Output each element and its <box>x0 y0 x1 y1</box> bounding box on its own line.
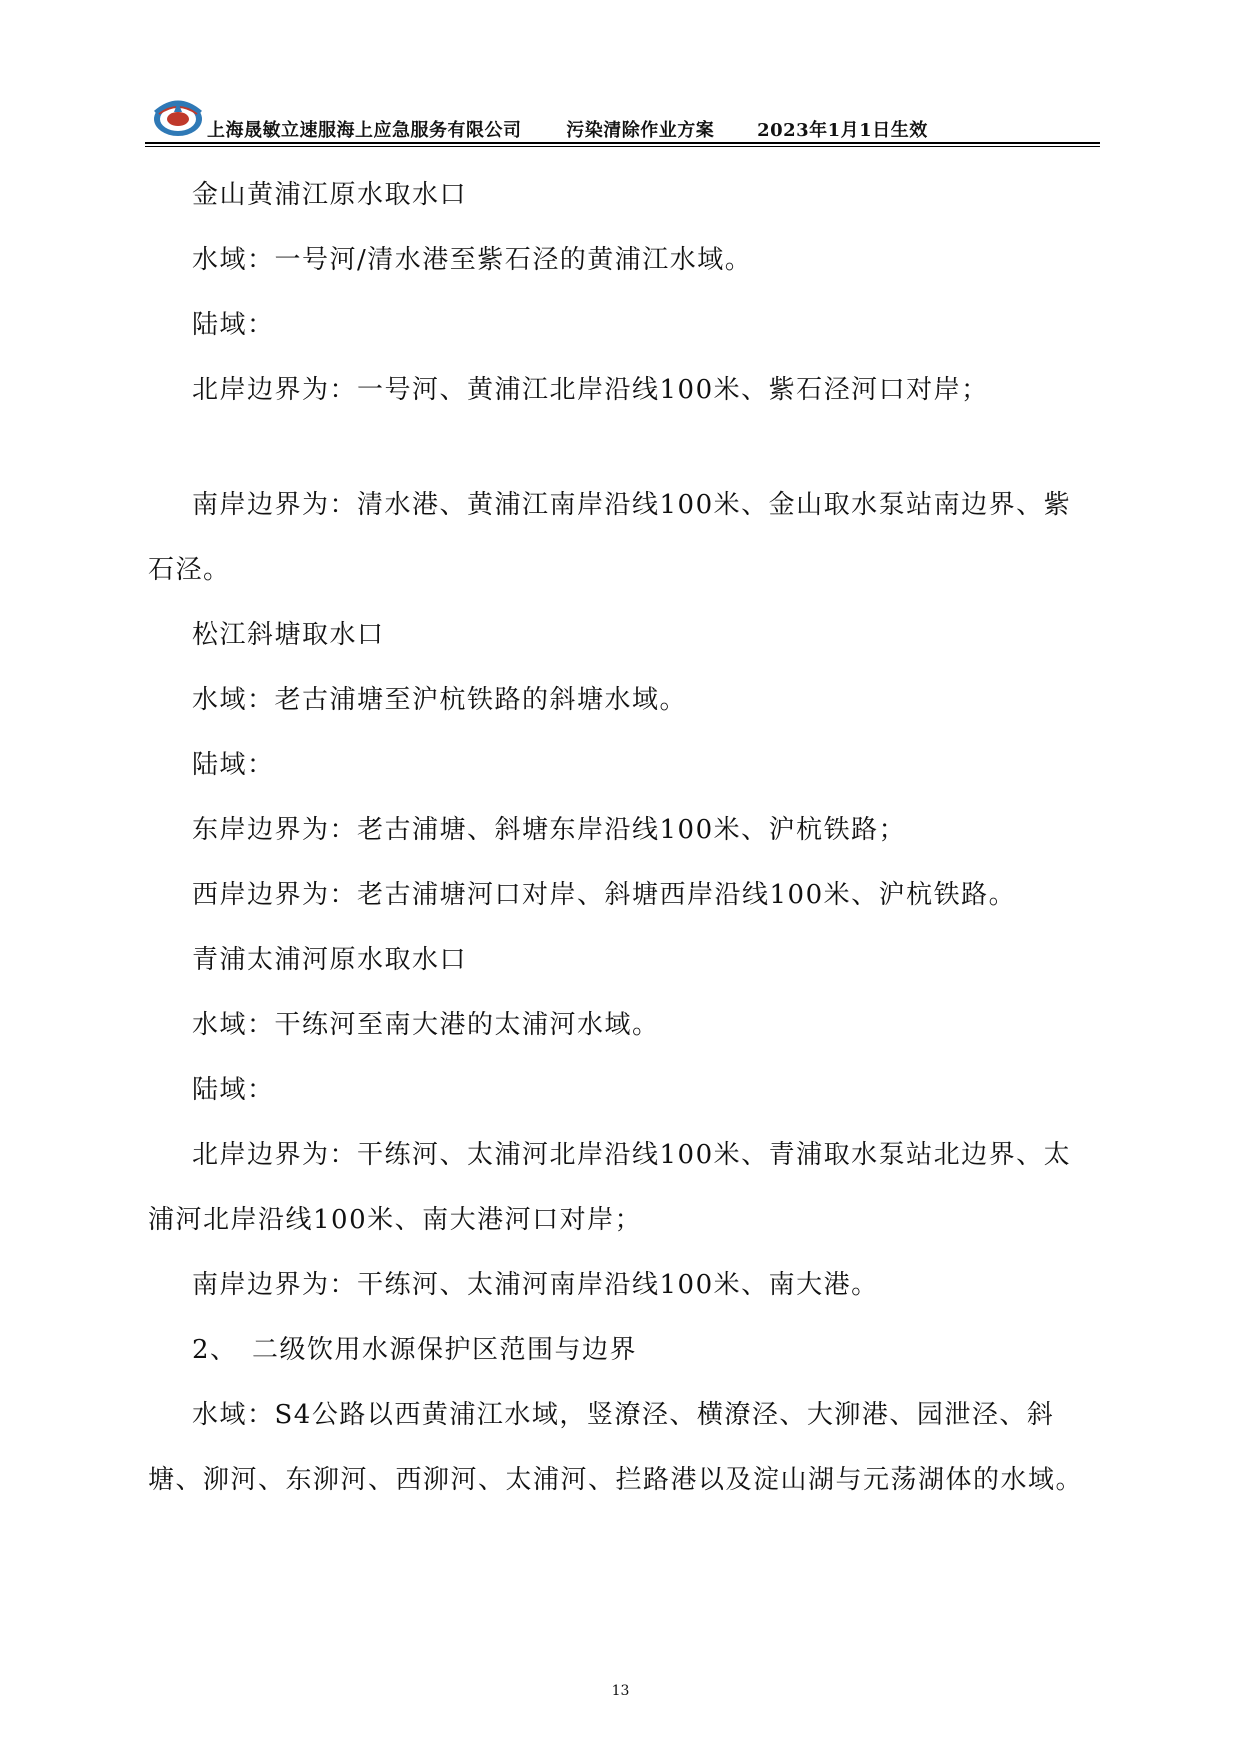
paragraph: 西岸边界为：老古浦塘河口对岸、斜塘西岸沿线100米、沪杭铁路。 <box>192 880 1017 910</box>
company-logo-icon <box>149 86 207 144</box>
paragraph: 陆域： <box>192 310 275 340</box>
blank-space <box>148 423 1098 473</box>
paragraph: 青浦太浦河原水取水口 <box>192 945 468 975</box>
paragraph: 陆域： <box>192 1075 275 1105</box>
paragraph: 北岸边界为：一号河、黄浦江北岸沿线100米、紫石泾河口对岸； <box>192 375 989 405</box>
page-header <box>145 86 1100 148</box>
document-body <box>148 163 1098 1513</box>
paragraph: 水域：老古浦塘至沪杭铁路的斜塘水域。 <box>192 685 688 715</box>
header-rule <box>145 142 1100 144</box>
paragraph: 南岸边界为：干练河、太浦河南岸沿线100米、南大港。 <box>192 1270 879 1300</box>
paragraph: 水域：S4公路以西黄浦江水域，竖潦泾、横潦泾、大泖港、园泄泾、斜塘、泖河、东泖河、西泖河、太浦河、拦路港以及淀山湖与元荡湖体的水域。 <box>148 1400 1084 1495</box>
paragraph: 金山黄浦江原水取水口 <box>192 180 468 210</box>
header-company: 上海晟敏立速服海上应急服务有限公司 <box>207 120 522 141</box>
paragraph: 水域：一号河/清水港至紫石泾的黄浦江水域。 <box>192 245 753 275</box>
section-heading: 2、 二级饮用水源保护区范围与边界 <box>192 1335 638 1365</box>
header-text <box>207 116 928 142</box>
header-rule-thin <box>145 146 1100 147</box>
header-effective-date: 2023年1月1日生效 <box>757 120 928 141</box>
paragraph: 水域：干练河至南大港的太浦河水域。 <box>192 1010 660 1040</box>
paragraph: 北岸边界为：干练河、太浦河北岸沿线100米、青浦取水泵站北边界、太浦河北岸沿线100米、南大港河口对岸； <box>148 1140 1072 1235</box>
paragraph: 松江斜塘取水口 <box>192 620 385 650</box>
paragraph: 陆域： <box>192 750 275 780</box>
header-doc-title: 污染清除作业方案 <box>566 120 715 141</box>
page-number: 13 <box>611 1683 630 1699</box>
paragraph: 南岸边界为：清水港、黄浦江南岸沿线100米、金山取水泵站南边界、紫石泾。 <box>148 490 1072 585</box>
paragraph: 东岸边界为：老古浦塘、斜塘东岸沿线100米、沪杭铁路； <box>192 815 907 845</box>
